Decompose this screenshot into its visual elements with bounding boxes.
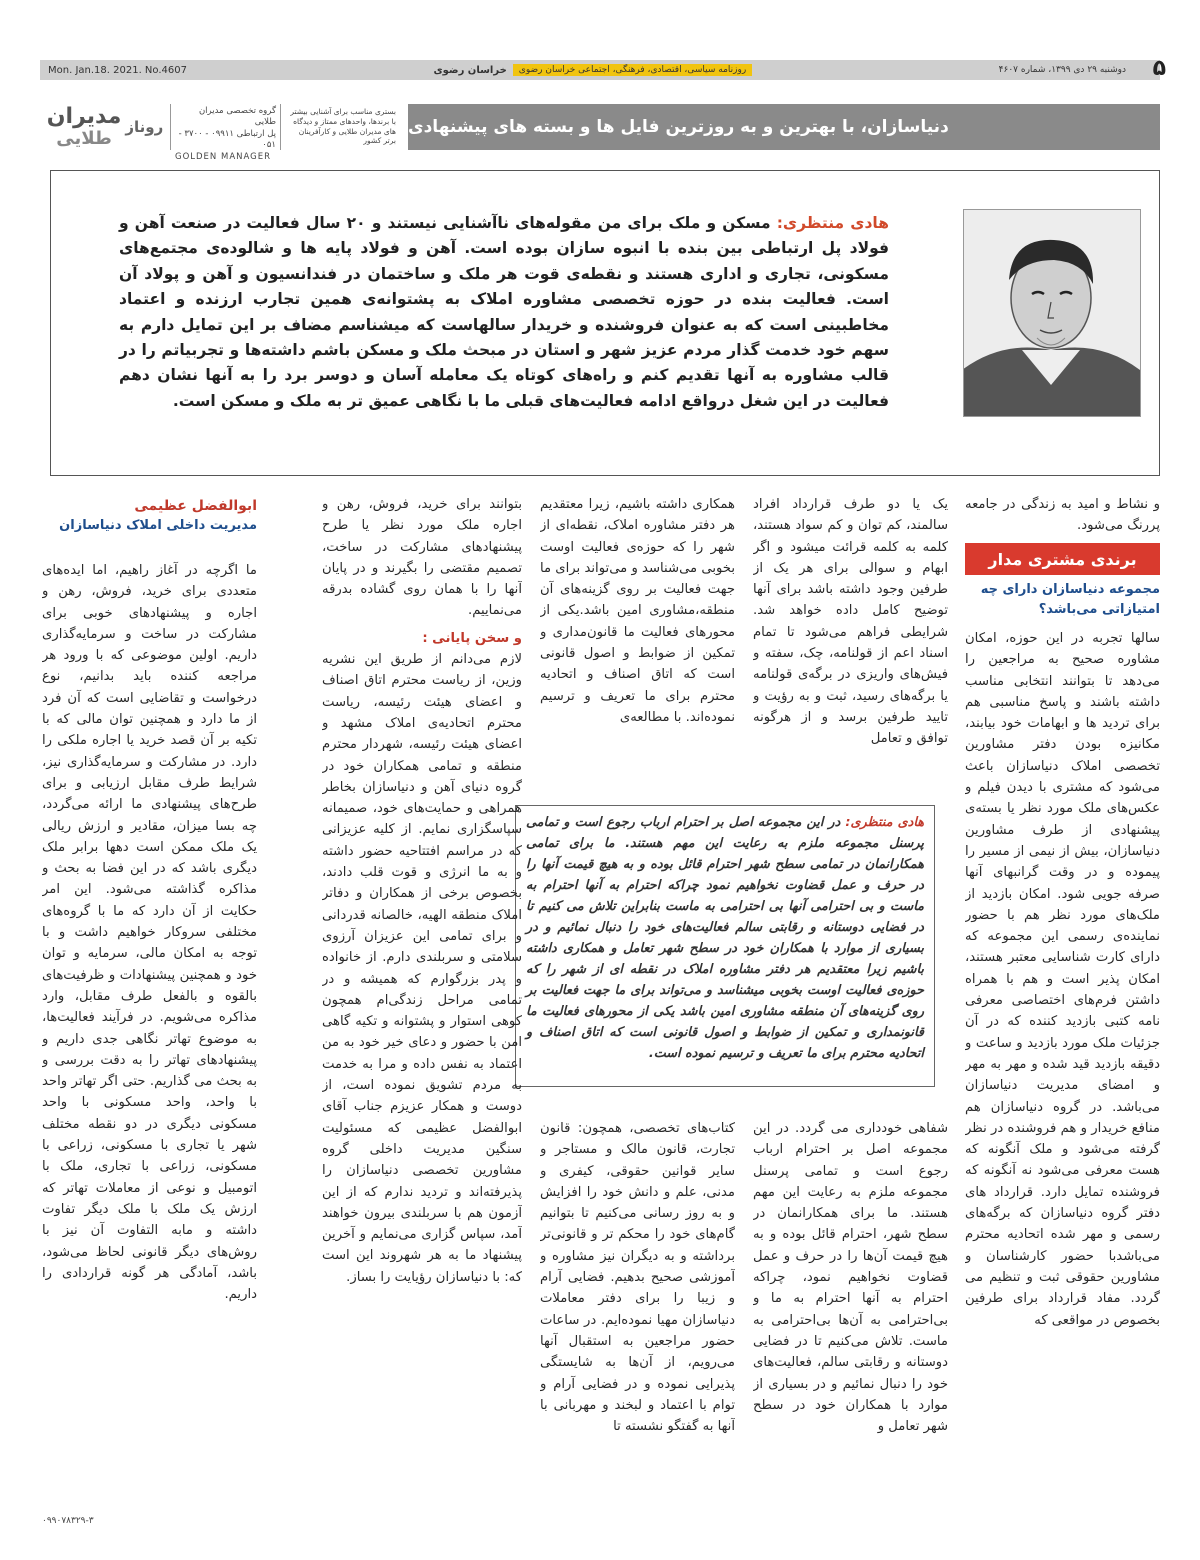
column-3-top — [540, 494, 735, 789]
column-1-body — [965, 628, 1160, 1518]
column-4 — [322, 494, 522, 1518]
author-name: ابوالفضل عظیمی — [134, 498, 257, 514]
date-persian: دوشنبه ۲۹ دی ۱۳۹۹، شماره ۴۶۰۷ — [998, 65, 1126, 75]
portrait-sketch-icon — [963, 210, 1140, 417]
column-1 — [965, 494, 1160, 537]
column-4-heading: و سخن پایانی : — [422, 630, 522, 646]
pull-quote-speaker: هادی منتظری: — [845, 815, 924, 830]
section-heading-band: برندی مشتری مدار — [965, 543, 1160, 575]
date-english: Mon. Jan.18. 2021. No.4607 — [48, 64, 187, 76]
section-header — [40, 103, 1160, 162]
footer-code: ۰۹۹۰۷۸۳۲۹-۳ — [42, 1516, 94, 1526]
column-5-text: ما اگرچه در آغاز راهیم، اما ایده‌های متعددی برای خرید، فروش، رهن و اجاره و پیشنهادهای خوبی برای مشارکت در ساخت و سرمایه‌گذاری داریم. اولین موضوعی که با ورود هر مراجعه کننده باید بدانیم، نوع درخواست و تقاضایی است که آن فرد از ما دارد و همچنین توان مالی که با تکیه بر آن قصد خرید یا اجاره ملکی را دارد. در مشارکت و سرمایه‌گذاری نیز، شرایط طرف مقابل ارزیابی و برای طرح‌های پیشنهادی ما ارائه می‌گردد، چه بسا میزان، مقادیر و ارزش ریالی یک ملک ممکن است دهها برابر ملک دیگری باشد که در این فضا به بحث و مذاکره گذاشته می‌شود. این امر حکایت از آن دارد که ما با گروه‌های مختلفی سروکار خواهیم داشت و با توجه به امکان مالی، سرمایه و توان خود و همچنین پیشنهادات و ظرفیت‌های بالقوه و بالفعل طرف مقابل، وارد مذاکره می‌شویم. در فرآیند فعالیت‌ها، به موضوع تهاتر نگاهی جدی داریم و پیشنهادهای تهاتر را به دقت بررسی و به بحث می گذاریم. حتی اگر تهاتر واحد با واحد، واحد مسکونی با واحد مسکونی دیگری در دو نقطه مختلف شهر یا تجاری با مسکونی، زراعی با مسکونی، زراعی با تجاری، ملک با اتومبیل و نوعی از معاملات تهاتر که ارزش یک ملک با ملک دیگر تفاوت داشته و مابه التفاوت آن نیز با روش‌های دیگر قانونی لحاظ می‌شود، باشد، آمادگی هر گونه قراردادی را داریم. — [42, 563, 257, 1303]
column-2-text-bottom: شفاهی خودداری می گردد. در این مجموعه اصل بر احترام ارباب رجوع است و تمامی پرسنل مجموعه ملزم به رعایت این مهم هستند. ما برای همکارانمان در سطح شهر، احترام قائل بوده و به هیچ قیمت آن‌ها را در حرف و عمل قضاوت نخواهیم نمود، چراکه احترام به آنها احترام به ما و بی‌احترامی به آن‌ها بی‌احترامی به ماست. تلاش می‌کنیم تا در فضایی دوستانه و رقابتی سالم، فعالیت‌های خود را دنبال نمائیم و در بسیاری از موارد با همکاران خود در سطح شهر تعامل و — [753, 1121, 948, 1435]
paper-description: روزنامه سیاسی، اقتصادی، فرهنگی، اجتماعی خراسان رضوی — [513, 64, 752, 76]
section-question: مجموعه دنیاسازان دارای چه امتیازاتی می‌باشد؟ — [980, 582, 1160, 617]
logo-text-top: مدیران — [46, 103, 122, 129]
pull-quote-box — [515, 805, 935, 1087]
intro-box — [50, 170, 1160, 476]
column-2-top — [753, 494, 948, 789]
intro-quote — [119, 211, 889, 414]
column-1-lead: و نشاط و امید به زندگی در جامعه پررنگ می‌شود. — [965, 497, 1160, 534]
page-title: دنیاسازان، با بهترین و به روزترین فایل ها و بسته های پیشنهادی — [408, 104, 1160, 150]
column-4-text: بتوانند برای خرید، فروش، رهن و اجاره ملک مورد نظر یا طرح پیشنهادهای مشارکت در ساخت، تصمیم مقتضی را بگیرند و در پایان آنها را با همان روی گشاده بدرقه می‌نماییم. — [322, 497, 522, 619]
pull-quote-body: در این مجموعه اصل بر احترام ارباب رجوع است و تمامی پرسنل مجموعه ملزم به رعایت این مهم هستند. ما برای تمامی همکارانمان در تمامی سطح شهر احترام قائل بوده و به هیچ قیمت آنها را در حرف و عمل قضاوت نخواهیم نمود چراکه احترام به آنها احترام به ماست و بی احترامی آنها بی احترامی به ماست بنابراین تلاش می کنیم تا در فضایی دوستانه و رقابتی سالم فعالیت‌های خود را دنبال نمائیم و در بسیاری از موارد با همکاران خود در سطح شهر تعامل و همکاری داشته باشیم زیرا معتقدیم هر دفتر مشاوره املاک در نقطه ای از شهر را که حوزه‌ی فعالیت اوست بخوبی میشناسد و می‌تواند برای ما جهت فعالیت بر روی گزینه‌های آن منطقه مشاوری امین باشد یکی از محورهای فعالیت ما قانونمداری و تمکین از ضوابط و اصول قانونی است که اتاق اصناف و اتحادیه محترم برای ما تعریف و ترسیم نموده است. — [526, 815, 924, 1061]
column-3-text-top: همکاری داشته باشیم، زیرا معتقدیم هر دفتر مشاوره املاک، نقطه‌ای از شهر را که حوزه‌ی فعالیت اوست بخوبی می‌شناسد و می‌تواند برای ما جهت فعالیت بر روی گزینه‌های آن منطقه،مشاوری امین باشد.یکی از محورهای فعالیت ما قانون‌مداری و تمکین از ضوابط و اصول قانونی است که اتاق اصناف و اتحادیه محترم برای ما تعریف و ترسیم نموده‌اند. با مطالعه‌ی — [540, 497, 735, 725]
paper-name: خراسان رضوی — [433, 64, 507, 76]
intro-speaker: هادی منتظری: — [776, 214, 889, 232]
logo-mark: روناز — [125, 118, 164, 136]
column-5 — [42, 560, 257, 1516]
group-name: گروه تخصصی مدیران طلایی — [198, 106, 276, 128]
portrait-image — [963, 209, 1141, 417]
group-tagline: بستری مناسب برای آشنایی بیشتر با برندها، واحدهای ممتاز و دیدگاه های مدیران طلایی و کارآفرینان برتر کشور — [280, 104, 400, 150]
column-2-text-top: یک یا دو طرف قرارداد افراد سالمند، کم توان و کم سواد هستند، کلمه به کلمه قرائت میشود و اگر ابهام و سوالی برای هر یک از طرفین وجود داشته باشد برای آنها توضیح کامل داده خواهد شد. شرایطی فراهم می‌شود تا تمام اسناد اعم از قولنامه، چک، سفته و فیش‌های واریزی در برگه‌ی قولنامه یا برگه‌های رسید، ثبت و به رؤیت و تایید طرفین برسد و از هرگونه توافق و تعامل — [753, 497, 948, 747]
column-3-text-bottom: کتاب‌های تخصصی، همچون: قانون تجارت، قانون مالک و مستاجر و سایر قوانین حقوقی، کیفری و مدنی، علم و دانش خود را افزایش و به روز رسانی می‌کنیم تا بتوانیم گام‌های خود را محکم تر و قانونی‌تر برداشته و به دیگران نیز مشاوره و آموزشی صحیح بدهیم. فضایی آرام و زیبا را برای دفتر معاملات دنیاسازان مهیا نموده‌ایم. در ساعات حضور مراجعین به استقبال آنها می‌رویم، از آن‌ها به شایستگی پذیرایی نموده و در فضایی آرام و توام با اعتماد و لبخند و مهربانی با آنها به گفتگو نشسته تا — [540, 1121, 735, 1435]
column-1-text: سالها تجربه در این حوزه، امکان مشاوره صحیح به مراجعین را می‌دهد تا بتوانند انتخابی مناسب داشته باشند و پاسخ مناسبی هم برای تردید ها و ابهامات خود بیابند، مکانیزه بودن دفتر مشاورین تخصصی املاک دنیاسازان باعث می‌شود که مشتری با دیدن فیلم و عکس‌های ملک مورد نظر یا بسته‌ی پیشنهادی از طرف مشاورین دنیاسازان، بیش از نیمی از مسیر را پیموده و در وقت گرانبهای آنها صرفه جویی شود. امکان بازدید از ملک‌های مورد نظر هم با حضور نماینده‌ی رسمی این مجموعه که دارای کارت شناسایی معتبر هستند، امکان پذیر است و هم با همراه داشتن فرم‌های اختصاصی معرفی نامه کتبی بازدید کننده که در آن جزئیات ملک مورد بازدید و ساعت و دقیقه بازدید قید شده و مهر به مهر و امضای مدیریت دنیاسازان می‌باشد. در گروه دنیاسازان هم منافع خریدار و هم فروشنده در نظر گرفته می‌شود و ملک آنگونه که هست معرفی می‌شود نه آنگونه که فروشنده تمایل دارد. قرارداد های دفتر گروه دنیاسازان که برگه‌های رسمی و مهر شده اتحادیه محترم می‌باشدبا حضور کارشناسان و مشاورین حقوقی ثبت و تنظیم می گردد. مفاد قرارداد برای طرفین بخصوص در مواقعی که — [965, 631, 1160, 1328]
logo-text-bottom: طلایی — [56, 127, 112, 149]
column-3-bottom — [540, 1118, 735, 1518]
column-2-bottom — [753, 1118, 948, 1518]
group-name-english: GOLDEN MANAGER — [175, 151, 272, 162]
group-contact-info — [170, 104, 280, 162]
intro-body: مسکن و ملک برای من مقوله‌های ناآشنایی نیستند و ۲۰ سال فعالیت در صنعت آهن و فولاد پل ارتباطی بین بنده با انبوه سازان بوده است. آهن و فولاد پایه ها و شالوده‌ی مجتمع‌های مسکونی، تجاری و اداری هستند و نقطه‌ی قوت هر ملک و ساختمان در فندانسیون و آهن و پولاد آن است. فعالیت بنده در حوزه تخصصی مشاوره املاک به پشتوانه‌ی همین تجارب ارزنده و اعتماد مخاطبینی است که به عنوان فروشنده و خریدار سالهاست که میشناسم مضاف بر این تمایل دارم به سهم خود خدمت گذار مردم عزیز شهر و استان در مبحث ملک و مسکن باشم داشته‌ها و تجربیاتم را در قالب مشاوره به آنها تقدیم کنم و راه‌های کوتاه یک معامله آسان و دوسر برد را به آنها نشان دهم فعالیت در این شغل درواقع ادامه فعالیت‌های قبلی ما با نگاهی عمیق تر به ملک و مسکن است. — [119, 214, 889, 410]
contact-phone: پل ارتباطی ۰۹۹۱۱ - ۳۷۰۰ - ۰۵۱ — [178, 128, 276, 151]
top-info-bar — [40, 56, 1166, 81]
author-block — [42, 496, 257, 536]
paper-masthead — [433, 64, 752, 76]
page-number: ۵ — [1152, 56, 1166, 81]
author-role: مدیریت داخلی املاک دنیاسازان — [59, 518, 257, 533]
column-4-tail: لازم می‌دانم از طریق این نشریه وزین، از ریاست محترم اتاق اصناف و اعضای هیئت رئیسه، ریاست محترم اتحادیه‌ی املاک مشهد و اعضای هیئت رئیسه، شهردار محترم منطقه و تمامی همکاران خود در گروه دنیای آهن و دنیاسازان بخاطر همراهی و حمایت‌های خود، صمیمانه سپاسگزاری نمایم. از کلیه عزیزانی که در مراسم افتتاحیه حضور داشته و به ما انرژی و قوت قلب دادند، بخصوص برخی از همکاران و دفاتر املاک منطقه الهیه، خالصانه قدردانی و برای تمامی این عزیزان آرزوی سلامتی و سربلندی دارم. از خانواده و پدر بزرگوارم که همیشه و در تمامی مراحل زندگی‌ام همچون کوهی استوار و پشتوانه و تکیه گاهی امن با حضور و دعای خیر خود به من اعتماد به نفس داده و مرا به خدمت به مردم تشویق نموده است، از دوست و همکار عزیزم جناب آقای ابوالفضل عظیمی که مسئولیت سنگین مدیریت داخلی گروه مشاورین تخصصی دنیاسازان را پذیرفته‌اند و تردید ندارم که از این آزمون هم با سربلندی بیرون خواهند آمد، سپاس گزاری می‌نمایم و آخرین پیشنهاد ما به هر شهروند این است که: با دنیاسازان رؤیایت را بساز. — [322, 652, 522, 1285]
golden-manager-logo — [40, 104, 170, 150]
